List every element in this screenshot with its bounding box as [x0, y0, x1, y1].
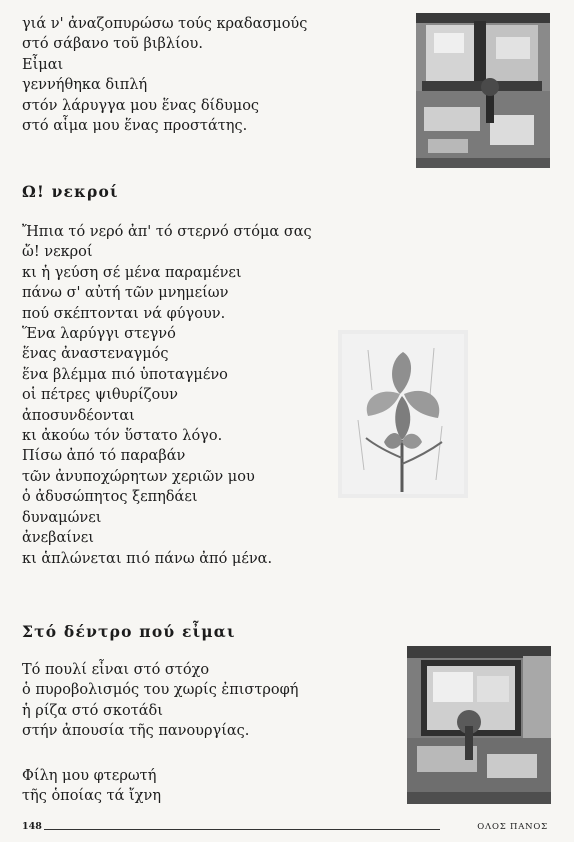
verse-line: ὁ ἀδυσώπητος ξεπηδάει [22, 489, 198, 506]
verse-line: στό αἷμα μου ἕνας προστάτης. [22, 118, 248, 135]
verse-line: ὤ! νεκροί [22, 244, 93, 261]
window-painting-bottom-image [407, 646, 551, 804]
poem-title: Ω! νεκροί [22, 182, 119, 201]
verse-line: ἀποσυνδέονται [22, 407, 135, 424]
iris-flower-image [338, 330, 468, 498]
poem-body [22, 222, 312, 569]
verse-line: Φίλη μου φτερωτή [22, 768, 157, 784]
verse-line: πού σκέπτονται νά φύγουν. [22, 305, 226, 322]
verse-line: στόν λάρυγγα μου ἕνας δίδυμος [22, 97, 260, 114]
verse-line: κι ἀκούω τόν ὕστατο λόγο. [22, 428, 223, 445]
poem-continuation [22, 14, 307, 136]
verse-line: στήν ἀπουσία τῆς πανουργίας. [22, 723, 250, 740]
poem-body [22, 660, 298, 742]
verse-line: Πίσω ἀπό τό παραβάν [22, 448, 186, 465]
running-title: ΟΛΟΣ ΠΑΝΟΣ [477, 822, 548, 832]
verse-line: ἕνας ἀναστεναγμός [22, 346, 169, 363]
window-painting-bottom-art [407, 646, 551, 804]
verse-line: πάνω σ' αὐτή τῶν μνημείων [22, 285, 229, 302]
verse-line: τῶν ἀνυποχώρητων χεριῶν μου [22, 468, 255, 485]
poem-title: Στό δέντρο πού εἶμαι [22, 622, 236, 641]
page-footer [22, 821, 548, 835]
page-number: 148 [22, 821, 42, 832]
footer-rule [44, 829, 440, 830]
verse-line: Ἕνα λαρύγγι στεγνό [22, 326, 176, 343]
verse-line: ὁ πυροβολισμός του χωρίς ἐπιστροφή [22, 682, 299, 699]
verse-line: Ἤπια τό νερό ἀπ' τό στερνό στόμα σας [22, 224, 312, 240]
verse-line: γεννήθηκα διπλή [22, 77, 148, 94]
verse-line: κι ἁπλώνεται πιό πάνω ἀπό μένα. [22, 550, 273, 567]
verse-line: ἡ ρίζα στό σκοτάδι [22, 702, 163, 719]
window-painting-top-art [416, 13, 550, 168]
verse-line: τῆς ὁποίας τά ἴχνη [22, 788, 162, 805]
verse-line: κι ἡ γεύση σέ μένα παραμένει [22, 264, 242, 281]
verse-line: γιά ν' ἀναζοπυρώσω τούς κραδασμούς [22, 16, 308, 32]
verse-line: ἕνα βλέμμα πιό ὑποταγμένο [22, 366, 228, 383]
window-painting-top-image [416, 13, 550, 168]
verse-line: δυναμώνει [22, 509, 102, 526]
verse-line: Τό πουλί εἶναι στό στόχο [22, 662, 210, 678]
verse-line: Εἶμαι [22, 56, 64, 73]
iris-flower-art [338, 330, 468, 498]
poem-stanza [22, 766, 161, 807]
verse-line: στό σάβανο τοῦ βιβλίου. [22, 36, 203, 53]
verse-line: οἱ πέτρες ψιθυρίζουν [22, 387, 178, 404]
verse-line: ἀνεβαίνει [22, 530, 94, 547]
